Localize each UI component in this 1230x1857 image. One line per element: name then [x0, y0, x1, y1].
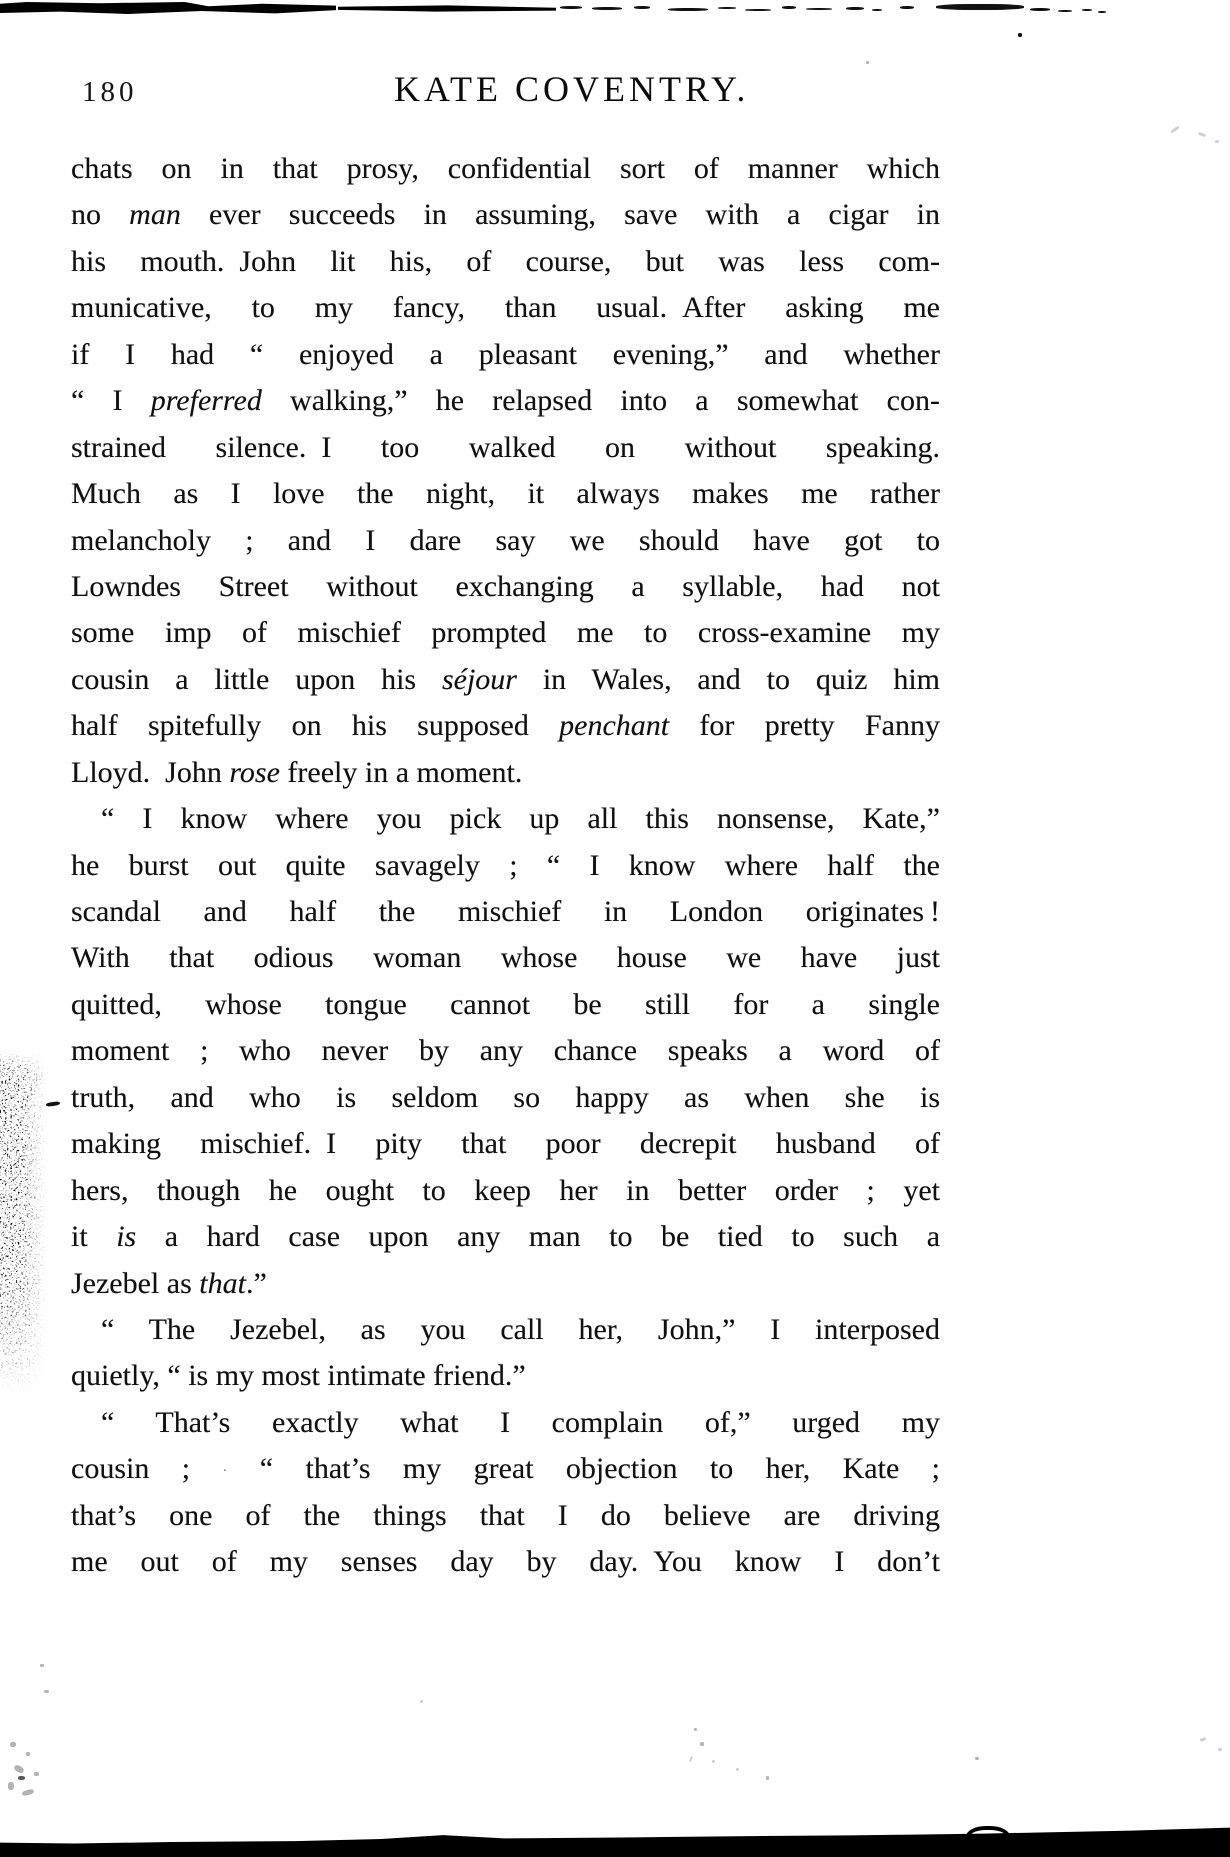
- text-line: [71, 982, 940, 1028]
- text-segment: melancholy ; and I dare say we should have got to: [71, 523, 940, 557]
- pencil-mark: [34, 1772, 39, 1776]
- text-segment: he burst out quite savagely ; “ I know where half the: [71, 848, 940, 882]
- text-line: [71, 471, 940, 517]
- pencil-mark: [8, 1782, 14, 1790]
- text-segment: that’s one of the things that I do believe are driving: [71, 1498, 940, 1532]
- text-line: [71, 1307, 940, 1353]
- text-segment: séjour: [441, 662, 517, 696]
- text-segment: Lowndes Street without exchanging a syllable, had not: [71, 569, 940, 603]
- text-segment: that: [199, 1266, 246, 1300]
- text-line: [71, 1168, 940, 1214]
- text-segment: some imp of mischief prompted me to cross-examine my: [71, 616, 940, 650]
- text-segment: strained silence. I too walked on without speaking.: [71, 430, 940, 464]
- text-segment: half spitefully on his supposed: [71, 709, 560, 743]
- body-text: [71, 146, 940, 1586]
- text-line: [71, 1493, 940, 1539]
- text-line: [71, 1121, 940, 1167]
- text-segment: walking,” he relapsed into a somewhat con-: [261, 384, 940, 418]
- scan-speck: [1030, 8, 1050, 11]
- scan-speck: [46, 1101, 60, 1107]
- text-segment: penchant: [559, 709, 670, 743]
- text-segment: Jezebel as: [71, 1266, 200, 1300]
- text-segment: Lloyd. John: [71, 755, 230, 789]
- text-segment: municative, to my fancy, than usual. After asking me: [71, 291, 940, 325]
- text-segment: moment ; who never by any chance speaks a word of: [71, 1034, 940, 1068]
- text-line: [71, 889, 940, 935]
- text-line: [71, 564, 940, 610]
- text-segment: ever succeeds in assuming, save with a cigar in: [180, 198, 940, 232]
- scan-speck: [634, 6, 650, 9]
- scan-speck: [866, 61, 869, 64]
- scan-speck: [694, 1728, 697, 1731]
- scan-speck: [872, 9, 882, 11]
- scan-speck: [1082, 9, 1092, 11]
- scan-speck: [44, 1690, 49, 1693]
- scan-speck: [1200, 1737, 1207, 1742]
- text-segment: cousin ;: [71, 1452, 223, 1486]
- scan-artifact-bottom-bar: [0, 1827, 1230, 1857]
- text-segment: chats on in that prosy, confidential sort of manner which: [71, 152, 940, 185]
- text-segment: cousin a little upon his: [71, 662, 442, 696]
- text-line: [71, 610, 940, 656]
- text-segment: “ The Jezebel, as you call her, John,” I interposed: [101, 1312, 940, 1346]
- text-line: [71, 1028, 940, 1074]
- text-line: [71, 332, 940, 378]
- text-line: [71, 1353, 940, 1399]
- text-line: [71, 1214, 940, 1260]
- text-segment: “ that’s my great objection to her, Kate ;: [227, 1452, 940, 1486]
- scan-speck: [736, 1768, 739, 1771]
- scan-speck: [975, 1757, 979, 1760]
- text-line: [71, 518, 940, 564]
- text-segment: “ I know where you pick up all this nonsense, Kate,”: [101, 802, 940, 836]
- text-line: [71, 1075, 940, 1121]
- scan-speck: [782, 6, 796, 9]
- scan-artifact-left-blotch: [0, 1052, 48, 1404]
- scan-speck: [1018, 33, 1022, 37]
- scan-artifact-top-bar: [338, 5, 556, 12]
- text-segment: man: [129, 198, 181, 232]
- text-segment: no: [71, 198, 130, 232]
- text-segment: it: [71, 1220, 117, 1254]
- text-segment: hers, though he ought to keep her in better order ; yet: [71, 1173, 940, 1207]
- scan-speck: [592, 7, 622, 10]
- scan-artifact-top-bar: [0, 2, 336, 14]
- scan-speck: [745, 9, 771, 11]
- text-segment: me out of my senses day by day. You know I don’t: [71, 1545, 940, 1579]
- text-line: [71, 378, 940, 424]
- scan-speck: [900, 6, 914, 9]
- text-segment: ·: [222, 1463, 228, 1480]
- scan-speck: [40, 1664, 44, 1667]
- text-line: [71, 425, 940, 471]
- scan-speck: [1058, 10, 1072, 12]
- scan-speck: [1198, 132, 1207, 138]
- text-line: [71, 843, 940, 889]
- pencil-mark: [18, 1776, 25, 1780]
- text-line: [71, 1261, 940, 1307]
- text-segment: quitted, whose tongue cannot be still for a single: [71, 987, 940, 1021]
- text-segment: making mischief. I pity that poor decrepit husband of: [71, 1127, 940, 1161]
- scan-speck: [846, 7, 864, 10]
- text-line: [71, 703, 940, 749]
- scan-speck: [420, 1700, 423, 1703]
- text-line: [71, 1446, 940, 1492]
- pencil-mark: [22, 1789, 35, 1797]
- scan-speck: [806, 8, 832, 10]
- text-segment: preferred: [150, 384, 262, 418]
- text-segment: freely in a moment.: [279, 755, 523, 789]
- scan-speck: [1218, 1748, 1222, 1751]
- text-line: [71, 285, 940, 331]
- scan-speck: [1215, 140, 1219, 143]
- text-line: [71, 146, 940, 192]
- text-line: [71, 657, 940, 703]
- text-segment: “ That’s exactly what I complain of,” urged my: [101, 1405, 940, 1439]
- text-line: [71, 750, 940, 796]
- text-segment: .”: [245, 1266, 267, 1300]
- pencil-mark: [13, 1764, 25, 1774]
- scan-speck: [766, 1776, 769, 1780]
- scan-speck: [668, 8, 708, 11]
- text-line: [71, 935, 940, 981]
- text-segment: in Wales, and to quiz him: [516, 662, 941, 696]
- scan-speck: [1170, 125, 1180, 133]
- text-segment: if I had “ enjoyed a pleasant evening,” and whether: [71, 337, 940, 371]
- scan-speck: [689, 1756, 693, 1762]
- scan-speck: [718, 7, 736, 9]
- text-segment: With that odious woman whose house we have just: [71, 941, 940, 975]
- scan-speck: [560, 6, 582, 9]
- text-segment: truth, and who is seldom so happy as when she is: [71, 1080, 940, 1114]
- scan-speck: [700, 1742, 704, 1746]
- text-segment: rose: [229, 755, 280, 789]
- text-segment: a hard case upon any man to be tied to such a: [136, 1220, 941, 1254]
- text-segment: for pretty Fanny: [669, 709, 940, 743]
- text-line: [71, 796, 940, 842]
- pencil-mark: [10, 1742, 16, 1747]
- text-segment: is: [116, 1220, 137, 1254]
- running-header-title: KATE COVENTRY.: [394, 69, 750, 109]
- scan-speck: [712, 1760, 715, 1763]
- pencil-mark: [26, 1752, 30, 1756]
- text-line: [71, 239, 940, 285]
- text-segment: scandal and half the mischief in London originates !: [71, 895, 940, 928]
- text-segment: his mouth. John lit his, of course, but was less com-: [71, 244, 940, 278]
- text-line: [71, 1400, 940, 1446]
- page-number: 180: [82, 76, 138, 108]
- text-line: [71, 1539, 940, 1585]
- scan-speck: [1098, 11, 1106, 13]
- text-line: [71, 192, 940, 238]
- scan-speck: [936, 4, 1024, 10]
- text-segment: quietly, “ is my most intimate friend.”: [71, 1359, 526, 1393]
- text-segment: “ I: [71, 384, 151, 418]
- text-segment: Much as I love the night, it always makes me rather: [71, 477, 940, 511]
